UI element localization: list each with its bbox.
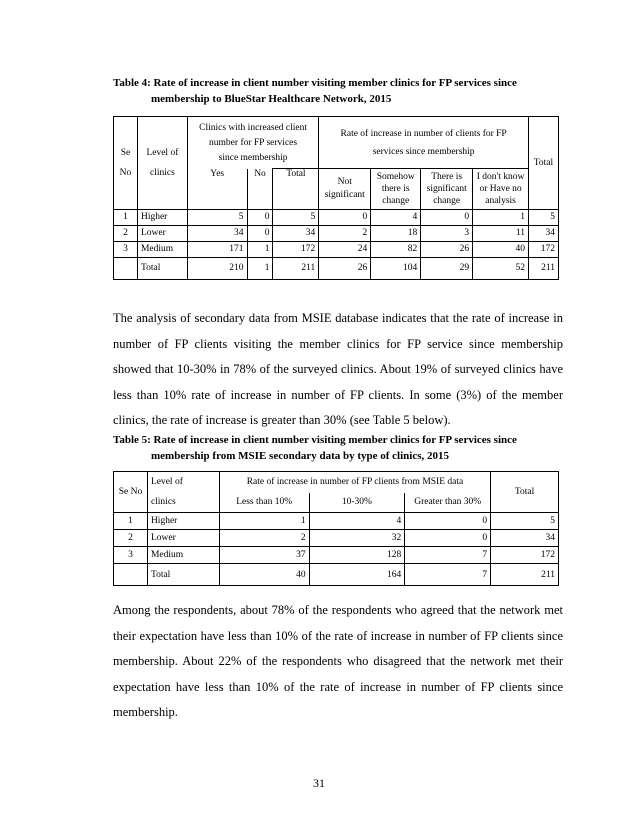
table4-header-no: No [247, 169, 273, 210]
table5-cell: 3 [114, 547, 148, 564]
table4-cell: 52 [473, 257, 529, 279]
table4-cell: Medium [137, 241, 187, 257]
table4-header-rate-line1: Rate of increase in number of clients for FP [340, 128, 507, 139]
table4-header-there-is-line3: change [433, 195, 461, 206]
table5-header-10-30: 10-30% [309, 493, 405, 513]
paragraph-1: The analysis of secondary data from MSIE database indicates that the rate of increase in number of FP clients visiting the member clinics for FP service since membership showed that 10-30% in 78% of the surveyed clinics. About 19% of surveyed clinics have less than 10% rate of increase in number of FP clients. In some (3%) of the member clinics, the rate of increase is greater than 30% (see Table 5 below). [113, 311, 563, 427]
table5-cell: 40 [219, 564, 309, 586]
table4-header-somehow-line1: Somehow [376, 171, 415, 182]
table4-cell: 3 [421, 225, 473, 241]
table5-cell: 5 [491, 513, 559, 530]
table4-header-not-significant-line1: Not [337, 176, 352, 187]
table5-header-rate-group: Rate of increase in number of FP clients from MSIE data [219, 472, 490, 493]
table4-cell: 1 [247, 241, 273, 257]
table5-cell: 1 [219, 513, 309, 530]
table4-cell: 172 [273, 241, 319, 257]
table-row [114, 513, 559, 530]
table4-header-rate-group [319, 117, 529, 169]
table5-header-level-of-text: Level of [150, 477, 183, 487]
table4-cell: 24 [319, 241, 371, 257]
table4-cell: 1 [473, 209, 529, 225]
table-row [114, 547, 559, 564]
table5-cell: 32 [309, 530, 405, 547]
page-number: 31 [313, 776, 325, 790]
table5-caption-line1: Table 5: Rate of increase in client number visiting member clinics for FP services since [113, 434, 517, 446]
table4-cell: Higher [137, 209, 187, 225]
table4-cell: 29 [421, 257, 473, 279]
table4-cell: 18 [371, 225, 421, 241]
table4-header-clinics-increased-line2: number for FP services [209, 138, 298, 148]
table4-header-there-is [421, 169, 473, 210]
table-row-total [114, 257, 559, 279]
table4-cell: 0 [247, 225, 273, 241]
table4-cell: 1 [114, 209, 138, 225]
table4-cell: Total [137, 257, 187, 279]
table4-cell: 0 [319, 209, 371, 225]
table4-header-total-sub: Total [273, 169, 319, 210]
table4-header-dont-know-line2: or Have no [479, 183, 522, 194]
table4-cell [114, 257, 138, 279]
table4-cell: 34 [187, 225, 247, 241]
table4-cell: 34 [528, 225, 558, 241]
table4-header-clinics-increased-line1: Clinics with increased client [199, 123, 308, 133]
table5-cell: Higher [147, 513, 219, 530]
table5-header-total: Total [491, 472, 559, 513]
table4-cell: 211 [273, 257, 319, 279]
table4-header-dont-know-line3: analysis [485, 195, 516, 206]
table5-cell: 128 [309, 547, 405, 564]
table4-cell: Lower [137, 225, 187, 241]
table4-caption-line2: membership to BlueStar Healthcare Network, 2015 [151, 93, 392, 105]
table4-caption-line1: Table 4: Rate of increase in client number visiting member clinics for FP services since [113, 77, 517, 89]
table5-cell: 211 [491, 564, 559, 586]
table4-header-yes: Yes [187, 169, 247, 210]
table4-cell: 172 [528, 241, 558, 257]
table4-header-dont-know-line1: I don't know [476, 171, 525, 182]
table4-header-se-cell [114, 147, 138, 210]
table4-cell: 3 [114, 241, 138, 257]
table5-cell: 0 [405, 530, 491, 547]
table-row [114, 241, 559, 257]
table4-cell: 0 [421, 209, 473, 225]
table4-header-clinics-increased-line3: since membership [218, 153, 288, 163]
table5-header-level [147, 472, 219, 513]
table4-header-there-is-line2: significant [426, 183, 467, 194]
table4-header-total: Total [528, 117, 558, 210]
table4-cell: 5 [187, 209, 247, 225]
table4-cell: 4 [371, 209, 421, 225]
table4-cell: 34 [273, 225, 319, 241]
table4-header-rate-line2: services since membership [372, 146, 475, 157]
table5-cell: 34 [491, 530, 559, 547]
table4-cell: 2 [319, 225, 371, 241]
table4-caption [113, 75, 553, 107]
table4-cell: 2 [114, 225, 138, 241]
table4-header-dont-know [473, 169, 529, 210]
table4-header-no-text: No [119, 167, 132, 178]
table4-cell: 211 [528, 257, 558, 279]
table4-header-level-of-text: Level of [146, 147, 179, 158]
table5-cell: Medium [147, 547, 219, 564]
table5-cell [114, 564, 148, 586]
table4-header-there-is-line1: There is [431, 171, 463, 182]
table4-cell: 1 [247, 257, 273, 279]
table4-header-clinics-text: clinics [150, 167, 175, 178]
table5-cell: 37 [219, 547, 309, 564]
table4-cell: 210 [187, 257, 247, 279]
table5-header-less-10: Less than 10% [219, 493, 309, 513]
table5-cell: 7 [405, 547, 491, 564]
table4-cell: 104 [371, 257, 421, 279]
paragraph-2: Among the respondents, about 78% of the respondents who agreed that the network met their expectation have less than 10% of the rate of increase in number of FP clients since membership. About 22% of the respondents who disagreed that the network met their expectation have less than 10% of the rate of increase in number of FP clients since membership. [113, 603, 563, 719]
table-row [114, 225, 559, 241]
table4-cell: 0 [247, 209, 273, 225]
table-row-total [114, 564, 559, 586]
table4-cell: 26 [421, 241, 473, 257]
table4-cell: 171 [187, 241, 247, 257]
table5-cell: 2 [219, 530, 309, 547]
table4-header-se-text: Se [120, 147, 131, 158]
table5-cell: 2 [114, 530, 148, 547]
table5-header-greater-30: Greater than 30% [405, 493, 491, 513]
table4-header-clinics-increased [187, 117, 318, 169]
table-row [114, 209, 559, 225]
table5-cell: 1 [114, 513, 148, 530]
table5-caption-line2: membership from MSIE secondary data by type of clinics, 2015 [151, 450, 450, 462]
table4-cell: 82 [371, 241, 421, 257]
table4-cell: 11 [473, 225, 529, 241]
table5-cell: 172 [491, 547, 559, 564]
table5-caption [113, 432, 553, 464]
table5-cell: 4 [309, 513, 405, 530]
table4-cell: 5 [273, 209, 319, 225]
table4-cell: 5 [528, 209, 558, 225]
table5-cell: 0 [405, 513, 491, 530]
table4-header-not-significant [319, 169, 371, 210]
table4 [113, 116, 559, 280]
table4-header-level-cell [137, 147, 187, 210]
table5 [113, 471, 559, 586]
table4-header-not-significant-line2: significant [324, 189, 365, 200]
table5-cell: Lower [147, 530, 219, 547]
table4-header-somehow-line2: there is [381, 183, 410, 194]
table-row [114, 530, 559, 547]
table5-cell: Total [147, 564, 219, 586]
table5-cell: 164 [309, 564, 405, 586]
table4-header-somehow-line3: change [382, 195, 410, 206]
table4-cell: 40 [473, 241, 529, 257]
table5-header-se-no: Se No [114, 472, 148, 513]
table5-cell: 7 [405, 564, 491, 586]
table4-header-somehow [371, 169, 421, 210]
table5-header-clinics-text: clinics [150, 497, 176, 507]
table4-cell: 26 [319, 257, 371, 279]
